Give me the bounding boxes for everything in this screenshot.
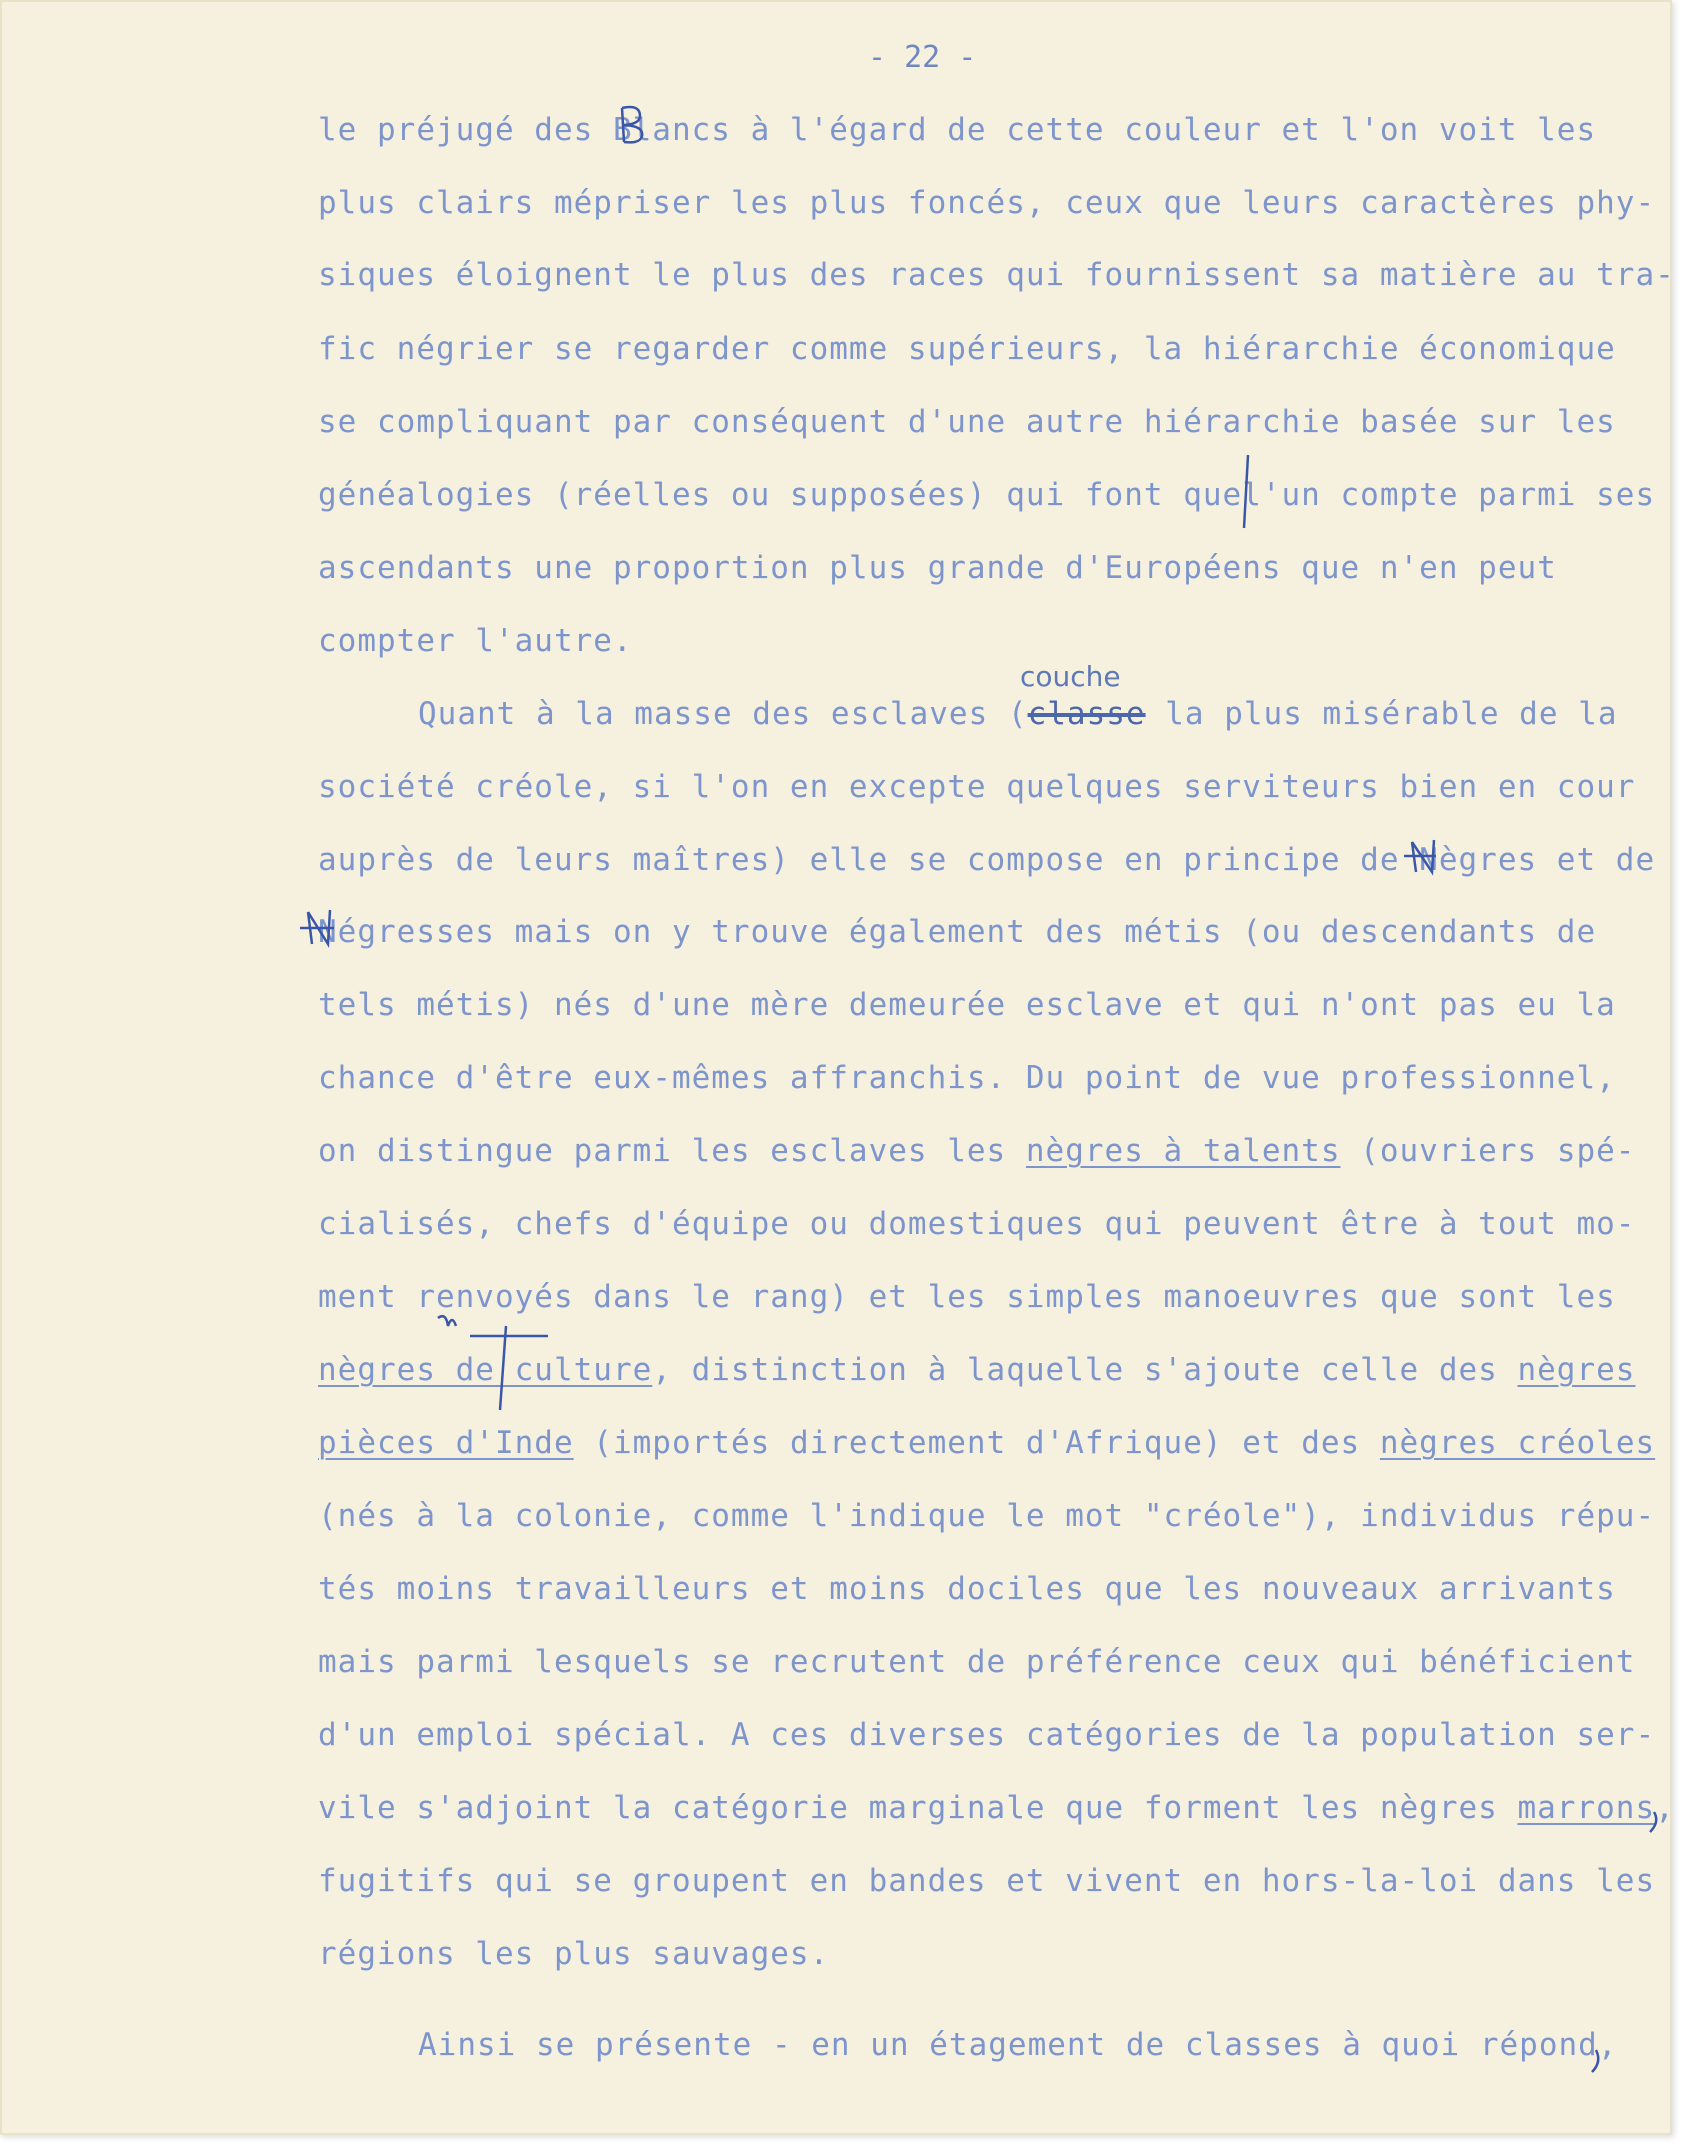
text-line-5: se compliquant par conséquent d'une autre hiérarchie basée sur les [318, 404, 1616, 440]
paragraph-2-line-18: régions les plus sauvages. [318, 1936, 830, 1972]
line-start: Quant à la masse des esclaves ( [418, 696, 1028, 732]
paragraph-2-line-13: tés moins travailleurs et moins dociles que les nouveaux arrivants [318, 1571, 1616, 1607]
text-line-8: compter l'autre. [318, 623, 633, 659]
underlined-term: nègres de culture [318, 1352, 653, 1388]
paragraph-2-line-3: auprès de leurs maîtres) elle se compose en principe de Nègres et de [318, 842, 1656, 878]
text-line-2: plus clairs mépriser les plus foncés, ceux que leurs caractères phy- [318, 185, 1656, 221]
correction-mark-culture [438, 1316, 548, 1410]
paragraph-2-line-9: ment renvoyés dans le rang) et les simples manoeuvres que sont les [318, 1279, 1616, 1315]
correction-mark-b [622, 107, 642, 142]
paragraph-2-line-14: mais parmi lesquels se recrutent de préférence ceux qui bénéficient [318, 1644, 1636, 1680]
paragraph-2-line-17: fugitifs qui se groupent en bandes et vivent en hors-la-loi dans les [318, 1863, 1656, 1899]
line-middle: , distinction à laquelle s'ajoute celle des [652, 1352, 1518, 1388]
underlined-term: nègres créoles [1379, 1425, 1656, 1461]
paragraph-2-line-12: (nés à la colonie, comme l'indique le mot "créole"), individus répu- [318, 1498, 1656, 1534]
struck-word: classe [1027, 696, 1146, 732]
text-line-6: généalogies (réelles ou supposées) qui font quel'un compte parmi ses [318, 477, 1656, 513]
handwritten-comma: , [1655, 1790, 1675, 1826]
handwritten-insertion: couche [1020, 660, 1121, 693]
paragraph-2-line-8: cialisés, chefs d'équipe ou domestiques qui peuvent être à tout mo- [318, 1206, 1636, 1242]
line-end: la plus misérable de la [1145, 696, 1618, 732]
line-start: on distingue parmi les esclaves les [318, 1133, 1026, 1169]
underlined-term: pièces d'Inde [318, 1425, 574, 1461]
paragraph-2-line-2: société créole, si l'on en excepte quelques serviteurs bien en cour [318, 769, 1636, 805]
correction-mark-n-1 [1404, 840, 1436, 872]
correction-mark-n-2 [300, 910, 334, 944]
underlined-term: marrons [1517, 1790, 1656, 1826]
paragraph-2-line-5: tels métis) nés d'une mère demeurée esclave et qui n'ont pas eu la [318, 987, 1616, 1023]
correction-mark-quelqu-un [1244, 455, 1248, 528]
correction-mark-comma-2 [1592, 2050, 1598, 2072]
text-line-4: fic négrier se regarder comme supérieurs, la hiérarchie économique [318, 331, 1616, 367]
text-line-1: le préjugé des Blancs à l'égard de cette couleur et l'on voit les [318, 112, 1597, 148]
paragraph-2-line-6: chance d'être eux-mêmes affranchis. Du point de vue professionnel, [318, 1060, 1616, 1096]
paragraph-2-line-4: Négresses mais on y trouve également des métis (ou descendants de [318, 914, 1597, 950]
line-end: (ouvriers spé- [1340, 1133, 1636, 1169]
text-line-7: ascendants une proportion plus grande d'Européens que n'en peut [318, 550, 1557, 586]
line-middle: (importés directement d'Afrique) et des [573, 1425, 1380, 1461]
line-start: vile s'adjoint la catégorie marginale que forment les nègres [318, 1790, 1518, 1826]
correction-mark-comma-1 [1650, 1812, 1656, 1832]
text-line-3: siques éloignent le plus des races qui fournissent sa matière au tra- [318, 257, 1675, 293]
paragraph-3-line-1: Ainsi se présente - en un étagement de classes à quoi répond, [418, 2027, 1618, 2063]
paragraph-2-line-15: d'un emploi spécial. A ces diverses catégories de la population ser- [318, 1717, 1656, 1753]
page-number: - 22 - [868, 40, 977, 75]
underlined-term: nègres [1517, 1352, 1636, 1388]
underlined-term: nègres à talents [1025, 1133, 1341, 1169]
